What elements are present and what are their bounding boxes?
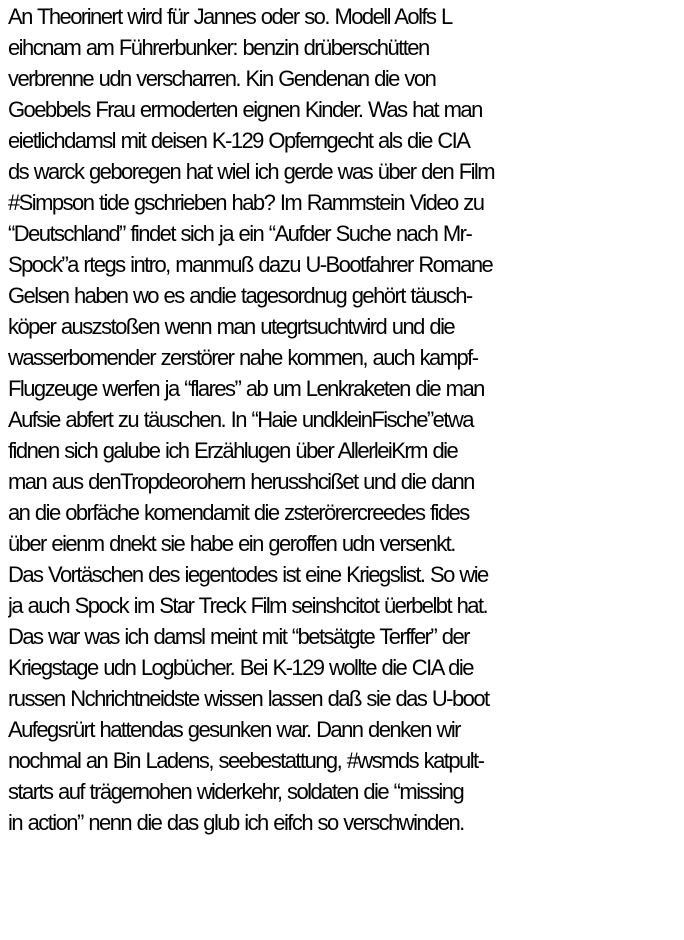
text-line: nochmal an Bin Ladens, seebestattung, #wsmds katpult- (8, 748, 484, 773)
text-line: eihcnam am Führerbunker: benzin drüberschütten (8, 35, 429, 60)
text-line: #Simpson tide gschrieben hab? Im Rammstein Video zu (8, 190, 484, 215)
text-line: verbrenne udn verscharren. Kin Gendenan die von (8, 66, 436, 91)
body-text (8, 1, 684, 838)
text-line: Aufegsrürt hattendas gesunken war. Dann denken wir (8, 717, 460, 742)
text-line: an die obrfäche komendamit die zsterörercreedes fides (8, 500, 469, 525)
text-line: Das Vortäschen des iegentodes ist eine Kriegslist. So wie (8, 562, 488, 587)
text-line: man aus denTropdeorohern herusshcißet und die dann (8, 469, 474, 494)
text-line: ds warck geboregen hat wiel ich gerde was über den Film (8, 159, 495, 184)
text-line: köper auszstoßen wenn man utegrtsuchtwird und die (8, 314, 455, 339)
text-line: in action” nenn die das glub ich eifch so verschwinden. (8, 810, 464, 835)
text-line: Gelsen haben wo es andie tagesordnug gehört täusch- (8, 283, 472, 308)
text-line: Aufsie abfert zu täuschen. In “Haie undkleinFische”etwa (8, 407, 473, 432)
text-line: russen Nchrichtneidste wissen lassen daß sie das U-boot (8, 686, 489, 711)
text-line: “Deutschland” findet sich ja ein “Aufder Suche nach Mr- (8, 221, 472, 246)
text-line: starts auf trägernohen widerkehr, soldaten die “missing (8, 779, 464, 804)
text-line: über eienm dnekt sie habe ein geroffen udn versenkt. (8, 531, 455, 556)
text-line: fidnen sich galube ich Erzählugen über AllerleiKrm die (8, 438, 458, 463)
text-line: ja auch Spock im Star Treck Film seinshcitot üerbelbt hat. (8, 593, 488, 618)
text-line: wasserbomender zerstörer nahe kommen, auch kampf- (8, 345, 478, 370)
text-line: An Theorinert wird für Jannes oder so. Modell Aolfs L (8, 4, 452, 29)
text-line: Goebbels Frau ermoderten eignen Kinder. Was hat man (8, 97, 482, 122)
text-line: Kriegstage udn Logbücher. Bei K-129 wollte die CIA die (8, 655, 473, 680)
text-line: Flugzeuge werfen ja “flares” ab um Lenkraketen die man (8, 376, 484, 401)
text-line: Spock”a rtegs intro, manmuß dazu U-Bootfahrer Romane (8, 252, 493, 277)
text-line: eietlichdamsl mit deisen K-129 Opferngecht als die CIA (8, 128, 470, 153)
text-line: Das war was ich damsl meint mit “betsätgte Terffer” der (8, 624, 469, 649)
